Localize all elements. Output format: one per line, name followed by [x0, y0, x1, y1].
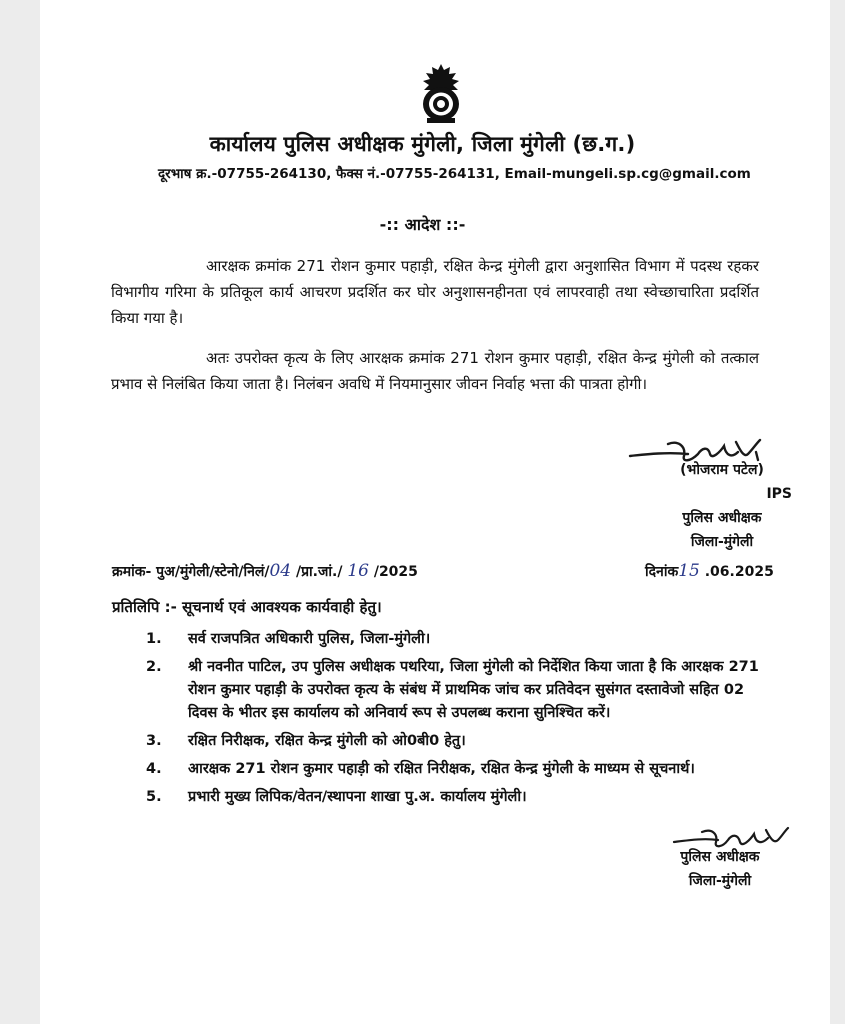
order-paragraph-1 [111, 253, 759, 331]
signatory-district: जिला-मुंगेली [690, 534, 754, 550]
signature-block [622, 458, 822, 554]
signature-block-2 [640, 845, 800, 893]
paragraph-text: अतः उपरोक्त कृत्य के लिए आरक्षक क्रमांक 271 रोशन कुमार पहाड़ी, रक्षित केन्द्र मुंगेली को तत्काल प्रभाव से निलंबित किया जाता है। निलंबन अवधि में नियमानुसार जीवन निर्वाह भत्ता की पात्रता होगी। [111, 349, 759, 393]
list-item: 2. श्री नवनीत पाटिल, उप पुलिस अधीक्षक पथरिया, जिला मुंगेली को निर्देशित किया जाता है कि आरक्षक 271 रोशन कुमार पहाड़ी के उपरोक्त कृत्य के संबंध में प्राथमिक जांच कर प्रतिवेदन सुसंगत दस्तावेजो सहित 02 दिवस के भीतर इस कार्यालय को अनिवार्य रूप से उपलब्ध कराना सुनिश्चित करें। [146, 659, 759, 721]
contact-line: दूरभाष क्र.-07755-264130, फैक्स नं.-07755-264131, Email-mungeli.sp.cg@gmail.com [158, 166, 751, 182]
police-emblem-icon [413, 62, 469, 124]
handwritten-number: 16 [347, 561, 369, 581]
reference-number: क्रमांक- पुअ/मुंगेली/स्टेनो/निलं/04 /प्रा.जां./ 16 /2025 [112, 561, 418, 581]
signatory-service: IPS [766, 486, 792, 502]
order-title: -:: आदेश ::- [379, 215, 466, 234]
list-item: 1. सर्व राजपत्रित अधिकारी पुलिस, जिला-मुंगेली। [146, 631, 431, 647]
signatory-designation: पुलिस अधीक्षक [682, 510, 762, 526]
list-item: 3. रक्षित निरीक्षक, रक्षित केन्द्र मुंगेली को ओ0बी0 हेतु। [146, 733, 466, 749]
order-date: दिनांक15 .06.2025 [645, 561, 774, 581]
signatory-district: जिला-मुंगेली [688, 873, 752, 889]
paragraph-text: आरक्षक क्रमांक 271 रोशन कुमार पहाड़ी, रक्षित केन्द्र मुंगेली द्वारा अनुशासित विभाग में पदस्थ रहकर विभागीय गरिमा के प्रतिकूल कार्य आचरण प्रदर्शित कर घोर अनुशासनहीनता एवं लापरवाही तथा स्वेच्छाचारिता प्रदर्शित किया गया है। [111, 257, 759, 327]
list-item: 4. आरक्षक 271 रोशन कुमार पहाड़ी को रक्षित निरीक्षक, रक्षित केन्द्र मुंगेली के माध्यम से सूचनार्थ। [146, 761, 695, 777]
signatory-designation: पुलिस अधीक्षक [680, 849, 760, 865]
order-paragraph-2 [111, 345, 759, 397]
list-item: 5. प्रभारी मुख्य लिपिक/वेतन/स्थापना शाखा पु.अ. कार्यालय मुंगेली। [146, 789, 527, 805]
copy-heading: प्रतिलिपि :- सूचनार्थ एवं आवश्यक कार्यवाही हेतु। [112, 598, 382, 616]
handwritten-number: 04 [269, 561, 292, 581]
handwritten-day: 15 [678, 561, 700, 581]
signatory-name: (भोजराम पटेल) [680, 462, 764, 478]
office-title: कार्यालय पुलिस अधीक्षक मुंगेली, जिला मुंगेली (छ.ग.) [209, 132, 636, 156]
copy-list [146, 628, 776, 814]
